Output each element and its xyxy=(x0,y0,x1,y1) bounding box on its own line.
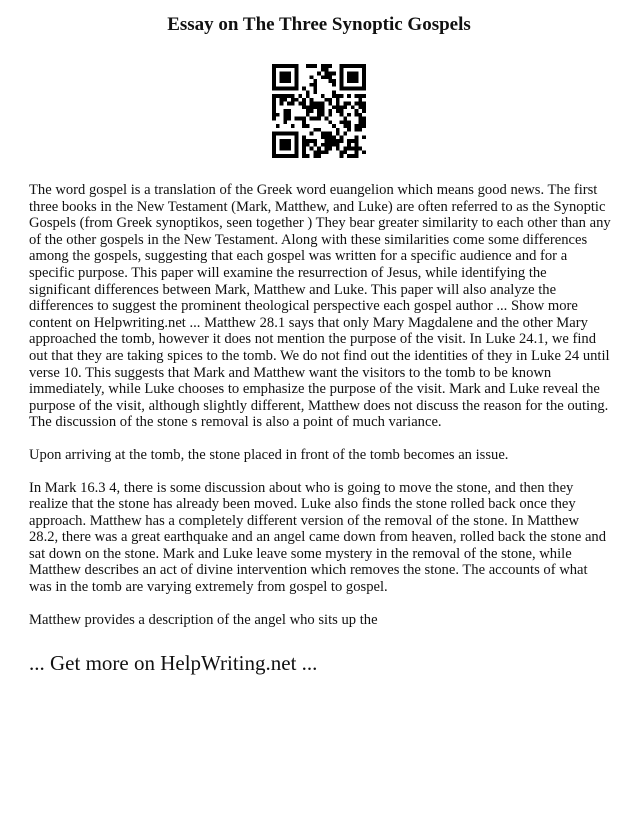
paragraph: Matthew provides a description of the angel who sits up the xyxy=(29,611,378,628)
qr-code-icon xyxy=(272,64,366,158)
document-title: Essay on The Three Synoptic Gospels xyxy=(167,14,471,35)
paragraph: Upon arriving at the tomb, the stone placed in front of the tomb becomes an issue. xyxy=(29,446,509,463)
paragraph: In Mark 16.3 4, there is some discussion about who is going to move the stone, and then they realize that the stone has already been moved. Luke also finds the stone rolled back once they approach. Matthew has a completely different version of the removal of the stone. In Matthew 28.2, there was a great earthquake and an angel came down from heaven, rolled back the stone and sat down on the stone. Mark and Luke leave some mystery in the removal of the stone, while Matthew describes an act of divine intervention which removes the stone. The accounts of what was in the tomb are varying extremely from gospel to gospel. xyxy=(29,479,607,596)
paragraph: The word gospel is a translation of the Greek word euangelion which means good news. The first three books in the New Testament (Mark, Matthew, and Luke) are often referred to as the Synoptic Gospels (from Greek synoptikos, seen together ) They bear greater similarity to each other than any of the other gospels in the New Testament. Along with these similarities come some differences among the gospels, suggesting that each gospel was written for a specific audience and for a specific purpose. This paper will examine the resurrection of Jesus, while identifying the significant differences between Mark, Matthew and Luke. This paper will also analyze the differences to suggest the prominent theological perspective each gospel author ... Show more content on Helpwriting.net ... Matthew 28.1 says that only Mary Magdalene and the other Mary approached the tomb, however it does not mention the purpose of the visit. In Luke 24.1, we find out that they are taking spices to the tomb. We do not find out the identities of they in Luke 24 until verse 10. This suggests that Mark and Matthew want the visitors to the tomb to be known immediately, while Luke chooses to emphasize the purpose of the visit. Mark and Luke reveal the purpose of the visit, although slightly different, Matthew does not discuss the reason for the outing. The discussion of the stone s removal is also a point of much variance. xyxy=(29,182,611,431)
essay-body xyxy=(29,182,611,644)
get-more-link[interactable]: ... Get more on HelpWriting.net ... xyxy=(29,651,318,675)
